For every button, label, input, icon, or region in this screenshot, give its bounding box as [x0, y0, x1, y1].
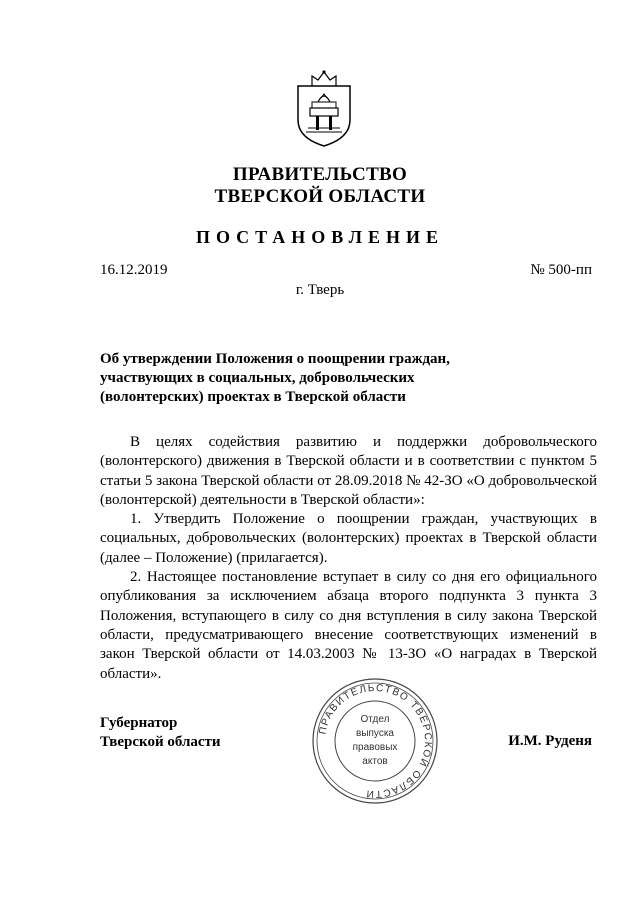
coat-of-arms-icon — [294, 68, 354, 148]
org-name-line1: ПРАВИТЕЛЬСТВО — [232, 164, 408, 185]
document-date: 16.12.2019 — [100, 262, 168, 278]
stamp-inner-line4: актов — [362, 756, 388, 767]
document-city: г. Тверь — [295, 282, 345, 298]
signatory-position-line2: Тверской области — [100, 734, 221, 750]
signatory-position-line1: Губернатор — [100, 715, 178, 731]
subject-line: (волонтерских) проектах в Тверской области — [100, 389, 406, 405]
subject-line: участвующих в социальных, добровольческих — [100, 370, 415, 386]
body-paragraph-item1: 1. Утвердить Положение о поощрении граждан, участвующих в социальных, добровольческих (волонтерских) проектах в Тверской области (далее – Положение) (прилагается). — [100, 511, 597, 566]
signatory-name: И.М. Руденя — [508, 733, 592, 749]
stamp-inner-line2: выпуска — [356, 728, 394, 739]
official-stamp-icon — [310, 676, 440, 806]
signatory-position — [100, 714, 221, 752]
document-type: ПОСТАНОВЛЕНИЕ — [195, 227, 445, 247]
stamp-ring-text: ПРАВИТЕЛЬСТВО ТВЕРСКОЙ ОБЛАСТИ — [317, 682, 434, 800]
document-subject — [100, 350, 460, 407]
stamp-inner-line3: правовых — [352, 742, 398, 753]
body-paragraph-item2: 2. Настоящее постановление вступает в силу со дня его официального опубликования за исключением абзаца второго подпункта 3 пункта 3 Положения, вступающего в силу со дня вступления в силу закона Тверской области, предусматривающего внесение соответствующих изменений в закон Тверской области от 14.03.2003 № 13-ЗО «О наградах в Тверской области». — [100, 569, 597, 682]
subject-line: Об утверждении Положения о поощрении граждан, — [100, 351, 450, 367]
stamp-inner-line1: Отдел — [360, 714, 390, 725]
document-body — [100, 433, 597, 684]
document-number: № 500-пп — [530, 262, 592, 278]
org-name-line2: ТВЕРСКОЙ ОБЛАСТИ — [214, 186, 426, 207]
body-paragraph-preamble: В целях содействия развитию и поддержки добровольческого (волонтерского) движения в Тверской области и в соответствии с пунктом 5 статьи 5 закона Тверской области от 28.09.2018 № 42-ЗО «О добровольческой (волонтерской) деятельности в Тверской области»: — [100, 434, 597, 508]
